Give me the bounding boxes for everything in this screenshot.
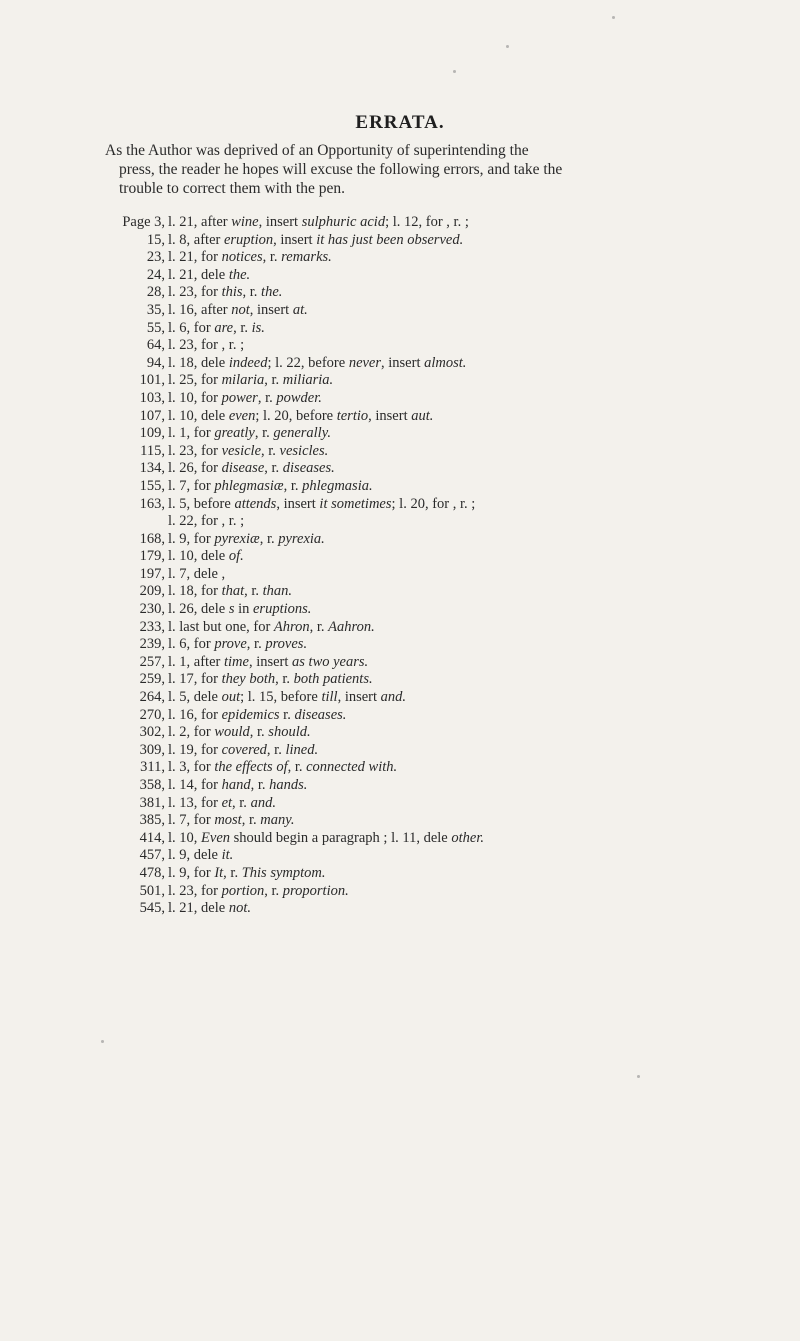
page-number: 264, — [139, 689, 165, 706]
italic-word: time — [223, 653, 249, 670]
errata-entry — [115, 830, 785, 848]
text-run: l. 16, after — [168, 301, 232, 318]
errata-entry — [115, 531, 785, 549]
correction-text — [168, 460, 335, 478]
errata-entry — [115, 214, 785, 232]
italic-word: than. — [262, 583, 293, 600]
text-run: , insert — [273, 231, 317, 248]
italic-word: miliaria. — [282, 372, 334, 389]
correction-text — [168, 742, 318, 760]
italic-word: tertio — [336, 407, 369, 424]
page-title: ERRATA. — [355, 112, 445, 133]
text-run: , r. — [241, 812, 261, 829]
errata-entry — [115, 232, 785, 250]
italic-word: proves. — [265, 636, 308, 653]
errata-entry — [115, 795, 785, 813]
text-run: , insert — [248, 653, 293, 670]
page-number: 270, — [139, 706, 165, 723]
italic-word: is. — [251, 319, 265, 336]
text-run: l. 7, dele , — [168, 565, 226, 582]
errata-list — [115, 214, 785, 918]
text-run: , r. — [262, 249, 282, 266]
text-run: l. 17, for — [168, 671, 222, 688]
italic-word: it has just been observed. — [316, 231, 464, 248]
italic-word: It — [214, 864, 224, 881]
text-run: , insert — [337, 689, 381, 706]
page-number: 64, — [146, 337, 165, 354]
page-number: 209, — [139, 583, 165, 600]
page-number: 28, — [146, 284, 165, 301]
italic-word: eruptions. — [253, 601, 312, 618]
intro-line: trouble to correct them with the pen. — [119, 180, 345, 197]
page-number: 197, — [139, 565, 165, 582]
text-run: l. 26, for — [168, 460, 222, 477]
errata-entry — [115, 636, 785, 654]
italic-word: the effects of — [214, 759, 288, 776]
correction-text — [168, 531, 325, 549]
text-run: , r. — [244, 583, 263, 600]
page-number: 24, — [146, 266, 165, 283]
text-run: l. 13, for — [168, 794, 222, 811]
text-run: ; l. 15, before — [240, 689, 322, 706]
italic-word: greatly — [214, 425, 255, 442]
errata-entry — [115, 372, 785, 390]
italic-word: almost. — [424, 354, 467, 371]
text-run: , r. — [242, 284, 262, 301]
errata-entry — [115, 654, 785, 672]
italic-word: they both — [221, 671, 276, 688]
text-run: , r. — [223, 864, 242, 881]
page-number: 55, — [146, 319, 165, 336]
page-number: 259, — [139, 671, 165, 688]
correction-text — [168, 320, 265, 338]
text-run: , r. — [233, 319, 252, 336]
errata-entry — [115, 443, 785, 461]
correction-text — [168, 355, 466, 373]
errata-entry — [115, 777, 785, 795]
paper-speck — [637, 1075, 640, 1078]
page-number: 23, — [146, 249, 165, 266]
correction-text — [168, 232, 463, 250]
text-run: r. — [279, 706, 295, 723]
correction-text — [168, 707, 346, 725]
page-number: 230, — [139, 601, 165, 618]
correction-text — [168, 724, 311, 742]
text-run: l. 21, after — [168, 214, 232, 230]
text-run: , r. — [246, 636, 266, 653]
italic-word: indeed — [228, 354, 268, 371]
correction-text — [168, 601, 311, 619]
correction-text — [168, 548, 244, 566]
italic-word: not. — [228, 900, 251, 917]
text-run: , r. — [283, 477, 303, 494]
italic-word: that — [221, 583, 245, 600]
errata-entry — [115, 337, 785, 355]
text-run: in — [234, 601, 253, 618]
errata-entry — [115, 583, 785, 601]
correction-text — [168, 372, 333, 390]
page-number: 239, — [139, 636, 165, 653]
italic-word: Even — [201, 829, 231, 846]
page-number: 309, — [139, 741, 165, 758]
text-run: l. 22, for , r. ; — [168, 513, 245, 530]
text-run: , r. — [257, 389, 277, 406]
text-run: l. 18, for — [168, 583, 222, 600]
text-run: l. 16, for — [168, 706, 222, 723]
italic-word: it. — [221, 847, 234, 864]
errata-entry — [115, 548, 785, 566]
text-run: ; l. 20, for , r. ; — [391, 495, 476, 512]
intro-line: press, the reader he hopes will excuse the following errors, and take the — [119, 161, 563, 178]
correction-text — [168, 425, 331, 443]
correction-text — [168, 408, 433, 426]
page-number: 457, — [139, 847, 165, 864]
correction-text — [168, 636, 307, 654]
errata-entry — [115, 302, 785, 320]
paper-speck — [453, 70, 456, 73]
correction-text — [168, 284, 282, 302]
italic-word: and. — [380, 689, 407, 706]
text-run: l. 23, for — [168, 882, 222, 899]
italic-word: and. — [250, 794, 276, 811]
page-number: 168, — [139, 530, 165, 547]
correction-text — [168, 759, 397, 777]
italic-word: even — [228, 407, 256, 424]
text-run: , r. — [249, 724, 269, 741]
correction-text — [168, 267, 250, 285]
correction-text — [168, 865, 326, 883]
correction-text — [168, 302, 308, 320]
correction-text — [168, 249, 332, 267]
italic-word: et — [221, 794, 233, 811]
italic-word: connected with. — [306, 759, 398, 776]
correction-text — [168, 583, 292, 601]
errata-entry — [115, 812, 785, 830]
page-number: 233, — [139, 618, 165, 635]
page-number: 381, — [139, 794, 165, 811]
text-run: , r. — [309, 618, 329, 635]
correction-text — [168, 496, 475, 514]
italic-word: s — [228, 601, 235, 618]
text-run: l. 21, dele — [168, 900, 229, 917]
errata-entry — [115, 671, 785, 689]
errata-entry — [115, 408, 785, 426]
correction-text — [168, 619, 375, 637]
paper-speck — [101, 1040, 104, 1043]
text-run: l. 5, before — [168, 495, 235, 512]
italic-word: hand — [221, 777, 251, 793]
errata-entry — [115, 865, 785, 883]
text-run: , r. — [232, 794, 251, 811]
correction-text — [168, 830, 484, 848]
page-number: 134, — [139, 460, 165, 477]
page-number: 163, — [139, 495, 165, 512]
page-number: 103, — [139, 389, 165, 406]
italic-word: out — [221, 689, 241, 706]
italic-word: it sometimes — [319, 495, 392, 512]
paper-speck — [506, 45, 509, 48]
correction-text — [168, 777, 307, 795]
text-run: l. 26, dele — [168, 601, 229, 618]
correction-text — [168, 513, 244, 531]
text-run: l. 23, for — [168, 442, 222, 459]
text-run: l. 1, for — [168, 425, 215, 442]
text-run: , r. — [264, 372, 283, 389]
text-run: , r. — [275, 671, 294, 688]
text-run: l. 21, for — [168, 249, 222, 266]
text-run: , insert — [276, 495, 320, 512]
italic-word: would — [214, 724, 250, 741]
errata-entry — [115, 513, 785, 531]
text-run: ; l. 20, before — [255, 407, 337, 424]
italic-word: notices — [221, 249, 263, 266]
italic-word: pyrexia. — [278, 530, 325, 547]
italic-word: This symptom. — [241, 864, 326, 881]
text-run: l. 2, for — [168, 724, 215, 741]
page-number: 155, — [139, 477, 165, 494]
italic-word: covered — [221, 741, 267, 758]
page-number: 385, — [139, 812, 165, 829]
text-run: l. 5, dele — [168, 689, 222, 706]
correction-text — [168, 671, 373, 689]
errata-entry — [115, 284, 785, 302]
text-run: l. 7, for — [168, 477, 215, 494]
errata-entry — [115, 478, 785, 496]
errata-entry — [115, 759, 785, 777]
text-run: l. 3, for — [168, 759, 215, 776]
text-run: l. 10, dele — [168, 548, 229, 565]
errata-entry — [115, 390, 785, 408]
italic-word: remarks. — [281, 249, 332, 266]
italic-word: eruption — [223, 231, 274, 248]
italic-word: phlegmasia. — [302, 477, 373, 494]
italic-word: of. — [228, 548, 244, 565]
italic-word: Aahron. — [328, 618, 375, 635]
correction-text — [168, 443, 328, 461]
errata-entry — [115, 847, 785, 865]
italic-word: never — [348, 354, 382, 371]
text-run: , r. — [264, 460, 283, 477]
page-number: 545, — [139, 900, 165, 917]
text-run: l. 9, for — [168, 530, 215, 547]
errata-entry — [115, 724, 785, 742]
italic-word: are — [214, 319, 234, 336]
errata-entry — [115, 689, 785, 707]
correction-text — [168, 566, 225, 584]
italic-word: most — [214, 812, 242, 829]
text-run: l. 6, for — [168, 636, 215, 653]
correction-text — [168, 812, 294, 830]
italic-word: disease — [221, 460, 265, 477]
italic-word: Ahron — [273, 618, 310, 635]
page-number: 35, — [146, 301, 165, 318]
errata-entry — [115, 900, 785, 918]
text-run: l. 23, for — [168, 284, 222, 301]
page-number: 179, — [139, 548, 165, 565]
italic-word: many. — [260, 812, 295, 829]
italic-word: vesicle — [221, 442, 262, 459]
italic-word: attends — [234, 495, 277, 512]
italic-word: the. — [228, 266, 251, 283]
correction-text — [168, 900, 251, 918]
errata-entry — [115, 320, 785, 338]
page-number: 501, — [139, 882, 165, 899]
correction-text — [168, 883, 349, 901]
italic-word: other. — [451, 829, 484, 846]
italic-word: prove — [214, 636, 247, 653]
text-run: l. 10, dele — [168, 407, 229, 424]
italic-word: wine — [231, 214, 259, 230]
page-number: 115, — [140, 442, 165, 459]
errata-entry — [115, 883, 785, 901]
text-run: l. 9, for — [168, 864, 215, 881]
text-run: l. 21, dele — [168, 266, 229, 283]
text-run: , r. — [264, 882, 283, 899]
italic-word: both patients. — [293, 671, 373, 688]
italic-word: aut. — [411, 407, 434, 424]
correction-text — [168, 689, 406, 707]
page-number: 109, — [139, 425, 165, 442]
correction-text — [168, 390, 322, 408]
errata-entry — [115, 460, 785, 478]
text-run: l. 6, for — [168, 319, 215, 336]
page-number: Page 3, — [122, 214, 165, 230]
text-run: l. 9, dele — [168, 847, 222, 864]
correction-text — [168, 847, 233, 865]
page-number: 257, — [139, 653, 165, 670]
italic-word: power — [221, 389, 258, 406]
text-run: , r. — [254, 425, 274, 442]
italic-word: not — [231, 301, 250, 318]
text-run: , r. — [259, 530, 279, 547]
text-run: ; l. 22, before — [267, 354, 349, 371]
correction-text — [168, 654, 368, 672]
text-run: , insert — [368, 407, 412, 424]
italic-word: the. — [261, 284, 283, 301]
text-run: l. last but one, for — [168, 618, 274, 635]
page-number: 358, — [139, 777, 165, 793]
italic-word: diseases. — [282, 460, 335, 477]
correction-text — [168, 214, 469, 232]
text-run: should begin a paragraph ; l. 11, dele — [230, 829, 452, 846]
italic-word: portion — [221, 882, 265, 899]
errata-entry — [115, 707, 785, 725]
text-run: l. 18, dele — [168, 354, 229, 371]
errata-entry — [115, 425, 785, 443]
errata-entry — [115, 619, 785, 637]
italic-word: proportion. — [282, 882, 349, 899]
italic-word: diseases. — [294, 706, 347, 723]
text-run: l. 19, for — [168, 741, 222, 758]
text-run: l. 23, for , r. ; — [168, 337, 245, 354]
errata-entry — [115, 355, 785, 373]
text-run: , r. — [250, 777, 270, 793]
page-number: 101, — [139, 372, 165, 389]
text-run: , insert — [249, 301, 293, 318]
italic-word: epidemics — [221, 706, 280, 723]
page-number: 478, — [139, 864, 165, 881]
text-run: l. 10, — [168, 829, 202, 846]
text-run: , insert — [258, 214, 302, 230]
text-run: l. 14, for — [168, 777, 222, 793]
paper-speck — [612, 16, 615, 19]
text-run: , r. — [266, 741, 286, 758]
page-number: 311, — [140, 759, 165, 776]
text-run: , r. — [261, 442, 280, 459]
italic-word: lined. — [285, 741, 319, 758]
text-run: ; l. 12, for , r. ; — [385, 214, 469, 230]
correction-text — [168, 478, 373, 496]
page-number: 302, — [139, 724, 165, 741]
errata-entry — [115, 742, 785, 760]
italic-word: should. — [268, 724, 311, 741]
errata-entry — [115, 267, 785, 285]
text-run: l. 10, for — [168, 389, 222, 406]
text-run: , r. — [287, 759, 307, 776]
italic-word: till — [321, 689, 338, 706]
page-number: 414, — [139, 829, 165, 846]
intro-line: As the Author was deprived of an Opportunity of superintending the — [105, 142, 529, 159]
italic-word: this — [221, 284, 243, 301]
text-run: l. 7, for — [168, 812, 215, 829]
italic-word: phlegmasiæ — [214, 477, 284, 494]
page-number: 15, — [146, 231, 165, 248]
text-run: l. 25, for — [168, 372, 222, 389]
italic-word: generally. — [273, 425, 331, 442]
text-run: l. 8, after — [168, 231, 224, 248]
italic-word: powder. — [276, 389, 322, 406]
italic-word: at. — [292, 301, 308, 318]
italic-word: sulphuric acid — [301, 214, 386, 230]
italic-word: as two years. — [292, 653, 369, 670]
text-run: , insert — [381, 354, 425, 371]
italic-word: vesicles. — [279, 442, 329, 459]
errata-entry — [115, 566, 785, 584]
text-run: l. 1, after — [168, 653, 224, 670]
errata-entry — [115, 496, 785, 514]
intro-paragraph — [105, 141, 735, 198]
italic-word: pyrexiæ — [214, 530, 260, 547]
errata-entry — [115, 249, 785, 267]
italic-word: hands. — [269, 777, 308, 793]
errata-entry — [115, 601, 785, 619]
correction-text — [168, 337, 244, 355]
page-number: 94, — [146, 354, 165, 371]
page-number: 107, — [139, 407, 165, 424]
correction-text — [168, 795, 276, 813]
italic-word: milaria — [221, 372, 265, 389]
